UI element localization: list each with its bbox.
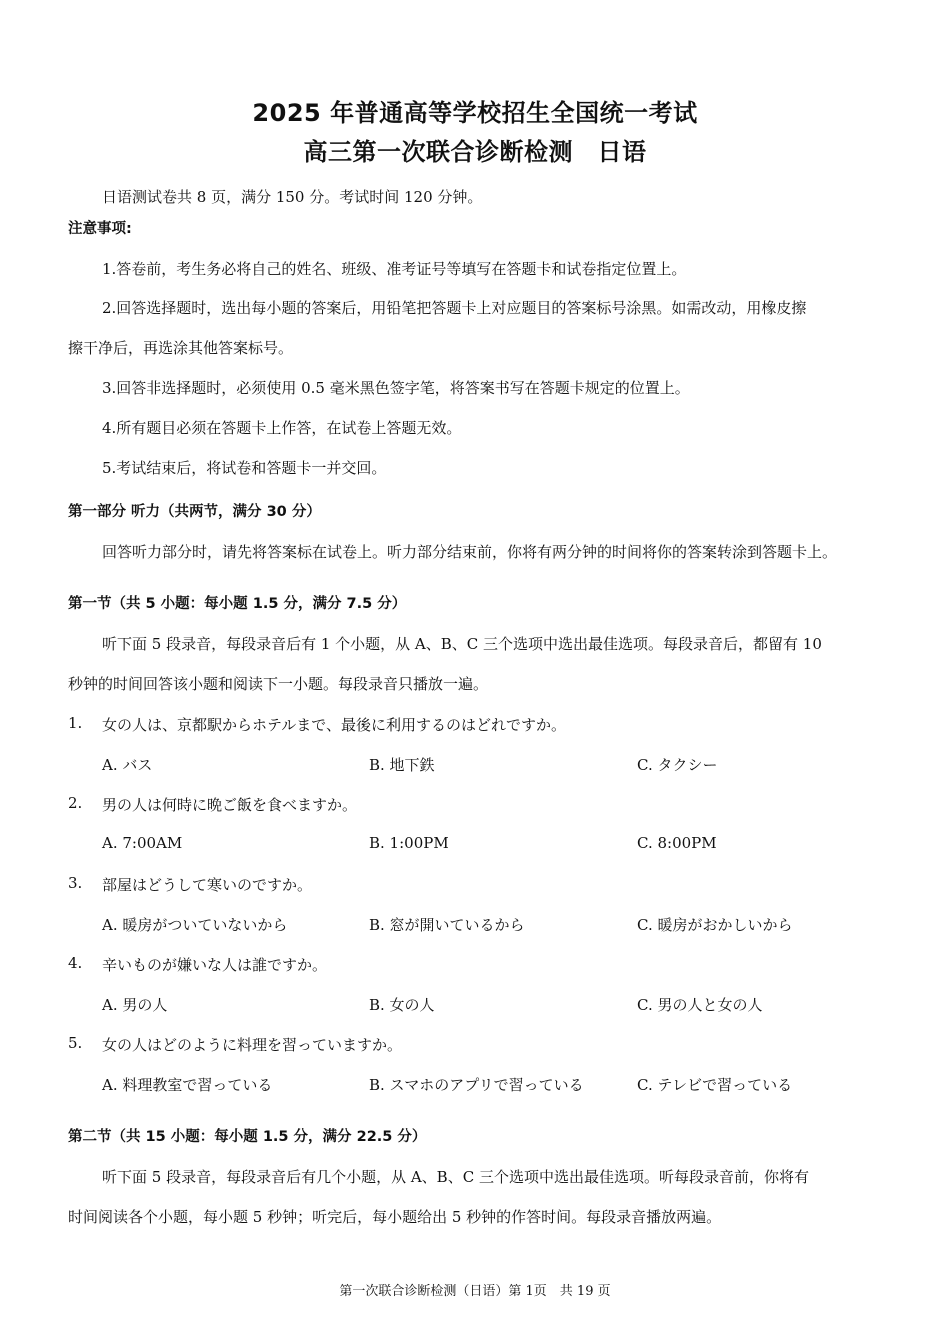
option-b: B. 女の人: [369, 996, 435, 1014]
notice-item: 4.所有题目必须在答题卡上作答，在试卷上答题无效。: [102, 419, 462, 437]
question-text: 女の人はどのように料理を習っていますか。: [102, 1036, 403, 1054]
option-c: C. テレビで習っている: [637, 1076, 793, 1094]
section1-heading: 第一节（共 5 小题：每小题 1.5 分，满分 7.5 分）: [68, 596, 407, 612]
notice-item: 5.考试结束后，将试卷和答题卡一并交回。: [102, 459, 387, 477]
option-c: C. 男の人と女の人: [637, 996, 763, 1014]
option-b: B. スマホのアプリで習っている: [369, 1076, 584, 1094]
part1-instruction: 回答听力部分时，请先将答案标在试卷上。听力部分结束前，你将有两分钟的时间将你的答案转涂到答题卡上。: [102, 543, 838, 561]
option-b: B. 地下鉄: [369, 756, 435, 774]
option-a: A. 男の人: [102, 996, 168, 1014]
page-footer: 第一次联合诊断检测（日语）第 1页 共 19 页: [339, 1284, 611, 1299]
option-a: A. バス: [102, 756, 153, 774]
question-number: 5.: [68, 1034, 83, 1052]
question-text: 部屋はどうして寒いのですか。: [102, 876, 313, 894]
question-text: 男の人は何時に晩ご飯を食べますか。: [102, 796, 358, 814]
question-text: 女の人は、京都駅からホテルまで、最後に利用するのはどれですか。: [102, 716, 566, 734]
section2-instruction: 听下面 5 段录音，每段录音后有几个小题，从 A、B、C 三个选项中选出最佳选项。听每段录音前，你将有: [102, 1168, 809, 1186]
notice-item: 2.回答选择题时，选出每小题的答案后，用铅笔把答题卡上对应题目的答案标号涂黑。如需改动，用橡皮擦: [102, 299, 807, 317]
option-c: C. 暖房がおかしいから: [637, 916, 793, 934]
exam-intro: 日语测试卷共 8 页，满分 150 分。考试时间 120 分钟。: [102, 188, 483, 206]
option-c: C. 8:00PM: [637, 834, 717, 852]
notice-item: 3.回答非选择题时，必须使用 0.5 毫米黑色签字笔，将答案书写在答题卡规定的位置上。: [102, 379, 690, 397]
option-c: C. タクシー: [637, 756, 718, 774]
question-text: 辛いものが嫌いな人は誰ですか。: [102, 956, 328, 974]
section1-instruction: 听下面 5 段录音，每段录音后有 1 个小题，从 A、B、C 三个选项中选出最佳选项。每段录音后，都留有 10: [102, 635, 822, 653]
question-number: 1.: [68, 714, 83, 732]
question-number: 2.: [68, 794, 83, 812]
option-a: A. 7:00AM: [102, 834, 183, 852]
question-number: 3.: [68, 874, 83, 892]
part1-heading: 第一部分 听力（共两节，满分 30 分）: [68, 504, 321, 520]
exam-subtitle: 高三第一次联合诊断检测 日语: [303, 138, 647, 166]
question-number: 4.: [68, 954, 83, 972]
option-b: B. 1:00PM: [369, 834, 449, 852]
notice-item-continued: 擦干净后，再选涂其他答案标号。: [68, 339, 294, 357]
notice-item: 1.答卷前，考生务必将自己的姓名、班级、准考证号等填写在答题卡和试卷指定位置上。: [102, 260, 687, 278]
exam-title: 2025 年普通高等学校招生全国统一考试: [252, 99, 698, 127]
section1-instruction-continued: 秒钟的时间回答该小题和阅读下一小题。每段录音只播放一遍。: [68, 675, 489, 693]
option-a: A. 料理教室で習っている: [102, 1076, 273, 1094]
option-a: A. 暖房がついていないから: [102, 916, 288, 934]
notice-heading: 注意事项:: [68, 221, 132, 237]
section2-instruction-continued: 时间阅读各个小题，每小题 5 秒钟；听完后，每小题给出 5 秒钟的作答时间。每段录音播放两遍。: [68, 1208, 722, 1226]
option-b: B. 窓が開いているから: [369, 916, 525, 934]
section2-heading: 第二节（共 15 小题：每小题 1.5 分，满分 22.5 分）: [68, 1129, 427, 1145]
